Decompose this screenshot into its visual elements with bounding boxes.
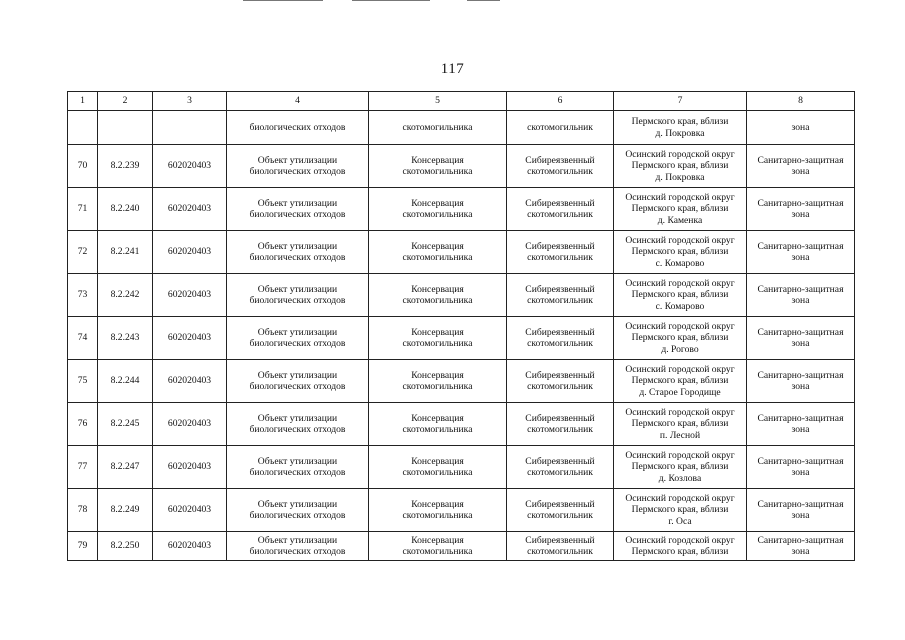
purpose-cell-line: скотомогильника — [402, 166, 473, 177]
purpose-cell — [369, 188, 507, 231]
location-cell — [614, 403, 747, 446]
type-cell-line: Сибиреязвенный — [525, 154, 595, 166]
type-cell — [507, 360, 614, 403]
zone-cell-line: зона — [791, 510, 810, 521]
object-cell-line: биологических отходов — [249, 295, 346, 306]
table-row — [68, 231, 855, 274]
zone-cell — [747, 489, 855, 532]
object-cell — [227, 317, 369, 360]
row-number-cell: 71 — [68, 188, 98, 231]
registry-id-cell: 602020403 — [153, 317, 227, 360]
type-cell — [507, 231, 614, 274]
type-cell-line: Сибиреязвенный — [525, 534, 595, 546]
zone-cell-line: зона — [791, 546, 810, 557]
location-cell-line: Осинский городской округ — [625, 277, 735, 289]
zone-cell-line: зона — [791, 209, 810, 220]
location-cell — [614, 317, 747, 360]
object-cell-line: Объект утилизации — [257, 240, 338, 252]
purpose-cell-line: Консервация — [411, 498, 464, 510]
code-cell: 8.2.249 — [98, 489, 153, 532]
type-cell — [507, 403, 614, 446]
registry-id-cell: 602020403 — [153, 446, 227, 489]
location-cell-line: Пермского края, вблизи — [631, 289, 729, 301]
location-cell-line: п. Лесной — [659, 429, 701, 441]
purpose-cell-line: скотомогильника — [402, 424, 473, 435]
code-cell: 8.2.241 — [98, 231, 153, 274]
zone-cell-line: Санитарно-защитная — [757, 412, 844, 424]
location-cell-line: Осинский городской округ — [625, 406, 735, 418]
type-cell-line: Сибиреязвенный — [525, 283, 595, 295]
type-cell-line: Сибиреязвенный — [525, 369, 595, 381]
object-cell-line: Объект утилизации — [257, 455, 338, 467]
zone-cell — [747, 145, 855, 188]
zone-cell-line: зона — [791, 295, 810, 306]
column-header-6: 6 — [507, 92, 614, 111]
location-cell — [614, 145, 747, 188]
zone-cell-line: Санитарно-защитная — [757, 240, 844, 252]
object-cell-line: биологических отходов — [249, 424, 346, 435]
type-cell-line: Сибиреязвенный — [525, 412, 595, 424]
location-cell-line: Пермского края, вблизи — [631, 203, 729, 215]
location-cell-line: д. Козлова — [658, 472, 702, 484]
purpose-cell-line: Консервация — [411, 154, 464, 166]
location-cell — [614, 489, 747, 532]
location-cell-line: с. Комарово — [655, 300, 705, 312]
registry-id-cell: 602020403 — [153, 274, 227, 317]
table-row — [68, 403, 855, 446]
header-row — [68, 92, 855, 111]
continuation-cell-line: скотомогильник — [527, 121, 593, 133]
registry-id-cell: 602020403 — [153, 145, 227, 188]
row-number-cell: 76 — [68, 403, 98, 446]
continuation-cell-line: Пермского края, вблизи — [631, 116, 729, 128]
code-cell: 8.2.240 — [98, 188, 153, 231]
object-cell — [227, 360, 369, 403]
purpose-cell — [369, 403, 507, 446]
type-cell — [507, 489, 614, 532]
continuation-cell-line: д. Покровка — [655, 127, 705, 139]
type-cell-line: скотомогильник — [527, 252, 593, 263]
purpose-cell — [369, 231, 507, 274]
object-cell — [227, 188, 369, 231]
zone-cell — [747, 360, 855, 403]
continuation-cell — [614, 111, 747, 145]
purpose-cell-line: Консервация — [411, 283, 464, 295]
zone-cell-line: Санитарно-защитная — [757, 498, 844, 510]
purpose-cell-line: Консервация — [411, 534, 464, 546]
zone-cell-line: Санитарно-защитная — [757, 326, 844, 338]
purpose-cell-line: скотомогильника — [402, 209, 473, 220]
registry-id-cell: 602020403 — [153, 532, 227, 561]
data-table — [67, 91, 855, 561]
location-cell — [614, 231, 747, 274]
continuation-cell — [507, 111, 614, 145]
location-cell-line: Осинский городской округ — [625, 363, 735, 375]
purpose-cell-line: скотомогильника — [402, 510, 473, 521]
row-number-cell: 77 — [68, 446, 98, 489]
object-cell-line: Объект утилизации — [257, 197, 338, 209]
purpose-cell-line: Консервация — [411, 197, 464, 209]
purpose-cell-line: скотомогильника — [402, 252, 473, 263]
registry-id-cell: 602020403 — [153, 231, 227, 274]
object-cell-line: биологических отходов — [249, 252, 346, 263]
type-cell — [507, 274, 614, 317]
location-cell — [614, 360, 747, 403]
location-cell — [614, 274, 747, 317]
zone-cell-line: зона — [791, 252, 810, 263]
purpose-cell-line: скотомогильника — [402, 338, 473, 349]
location-cell-line: Пермского края, вблизи — [631, 246, 729, 258]
table-row — [68, 145, 855, 188]
location-cell-line: Пермского края, вблизи — [631, 418, 729, 430]
registry-id-cell: 602020403 — [153, 403, 227, 446]
zone-cell — [747, 403, 855, 446]
location-cell-line: Осинский городской округ — [625, 191, 735, 203]
purpose-cell-line: скотомогильника — [402, 467, 473, 478]
purpose-cell — [369, 532, 507, 561]
column-header-7: 7 — [614, 92, 747, 111]
location-cell-line: Осинский городской округ — [625, 320, 735, 332]
table-row — [68, 446, 855, 489]
object-cell-line: Объект утилизации — [257, 154, 338, 166]
registry-id-cell: 602020403 — [153, 188, 227, 231]
zone-cell — [747, 274, 855, 317]
code-cell: 8.2.243 — [98, 317, 153, 360]
table-row — [68, 274, 855, 317]
object-cell-line: Объект утилизации — [257, 498, 338, 510]
continuation-cell — [227, 111, 369, 145]
zone-cell — [747, 446, 855, 489]
location-cell-line: г. Оса — [668, 515, 692, 527]
purpose-cell-line: Консервация — [411, 412, 464, 424]
location-cell-line: д. Рогово — [661, 343, 699, 355]
row-number-cell: 72 — [68, 231, 98, 274]
object-cell-line: Объект утилизации — [257, 326, 338, 338]
location-cell — [614, 446, 747, 489]
location-cell-line: Пермского края, вблизи — [631, 375, 729, 387]
type-cell-line: скотомогильник — [527, 546, 593, 557]
purpose-cell — [369, 446, 507, 489]
row-number-cell: 73 — [68, 274, 98, 317]
location-cell-line: д. Старое Городище — [639, 386, 721, 398]
zone-cell — [747, 188, 855, 231]
column-header-2: 2 — [98, 92, 153, 111]
continuation-cell — [68, 111, 98, 145]
location-cell — [614, 532, 747, 561]
continuation-cell-line: зона — [791, 121, 810, 133]
type-cell-line: скотомогильник — [527, 166, 593, 177]
purpose-cell-line: скотомогильника — [402, 546, 473, 557]
purpose-cell-line: Консервация — [411, 240, 464, 252]
type-cell-line: скотомогильник — [527, 295, 593, 306]
location-cell-line: Осинский городской округ — [625, 449, 735, 461]
location-cell-line: Осинский городской округ — [625, 492, 735, 504]
zone-cell-line: Санитарно-защитная — [757, 369, 844, 381]
object-cell-line: Объект утилизации — [257, 412, 338, 424]
zone-cell-line: Санитарно-защитная — [757, 283, 844, 295]
table-row — [68, 489, 855, 532]
code-cell: 8.2.245 — [98, 403, 153, 446]
object-cell-line: биологических отходов — [249, 166, 346, 177]
location-cell — [614, 188, 747, 231]
object-cell — [227, 231, 369, 274]
code-cell: 8.2.244 — [98, 360, 153, 403]
table-row — [68, 532, 855, 561]
table-row — [68, 360, 855, 403]
zone-cell-line: зона — [791, 467, 810, 478]
location-cell-line: Пермского края, вблизи — [631, 546, 729, 557]
object-cell — [227, 446, 369, 489]
purpose-cell-line: Консервация — [411, 369, 464, 381]
zone-cell-line: Санитарно-защитная — [757, 455, 844, 467]
object-cell — [227, 145, 369, 188]
zone-cell — [747, 231, 855, 274]
object-cell-line: Объект утилизации — [257, 283, 338, 295]
object-cell — [227, 403, 369, 446]
registry-id-cell: 602020403 — [153, 360, 227, 403]
row-number-cell: 70 — [68, 145, 98, 188]
table-row — [68, 317, 855, 360]
purpose-cell — [369, 317, 507, 360]
type-cell-line: Сибиреязвенный — [525, 197, 595, 209]
type-cell — [507, 145, 614, 188]
page-number: 117 — [440, 61, 465, 77]
column-header-8: 8 — [747, 92, 855, 111]
row-number-cell: 74 — [68, 317, 98, 360]
registry-id-cell: 602020403 — [153, 489, 227, 532]
code-cell: 8.2.247 — [98, 446, 153, 489]
purpose-cell — [369, 145, 507, 188]
continuation-cell — [369, 111, 507, 145]
object-cell — [227, 489, 369, 532]
table-row — [68, 188, 855, 231]
location-cell-line: Пермского края, вблизи — [631, 461, 729, 473]
zone-cell-line: зона — [791, 338, 810, 349]
type-cell — [507, 532, 614, 561]
purpose-cell-line: Консервация — [411, 326, 464, 338]
zone-cell-line: Санитарно-защитная — [757, 197, 844, 209]
continuation-cell — [153, 111, 227, 145]
code-cell: 8.2.239 — [98, 145, 153, 188]
zone-cell — [747, 317, 855, 360]
zone-cell — [747, 532, 855, 561]
type-cell-line: Сибиреязвенный — [525, 240, 595, 252]
location-cell-line: с. Комарово — [655, 257, 705, 269]
location-cell-line: Осинский городской округ — [625, 534, 735, 546]
purpose-cell — [369, 274, 507, 317]
object-cell — [227, 274, 369, 317]
object-cell-line: биологических отходов — [249, 209, 346, 220]
type-cell-line: скотомогильник — [527, 467, 593, 478]
scan-edge-rule-left — [243, 0, 323, 1]
table-body — [68, 92, 855, 561]
column-header-3: 3 — [153, 92, 227, 111]
purpose-cell-line: скотомогильника — [402, 295, 473, 306]
object-cell-line: биологических отходов — [249, 381, 346, 392]
location-cell-line: Пермского края, вблизи — [631, 160, 729, 172]
zone-cell-line: зона — [791, 166, 810, 177]
continuation-row — [68, 111, 855, 145]
type-cell-line: Сибиреязвенный — [525, 326, 595, 338]
type-cell-line: Сибиреязвенный — [525, 498, 595, 510]
purpose-cell — [369, 489, 507, 532]
type-cell-line: скотомогильник — [527, 510, 593, 521]
zone-cell-line: Санитарно-защитная — [757, 154, 844, 166]
zone-cell-line: зона — [791, 424, 810, 435]
type-cell-line: Сибиреязвенный — [525, 455, 595, 467]
type-cell — [507, 188, 614, 231]
object-cell-line: биологических отходов — [249, 546, 346, 557]
continuation-cell-line: скотомогильника — [402, 121, 473, 133]
scan-edge-rule-right — [467, 0, 500, 1]
code-cell: 8.2.242 — [98, 274, 153, 317]
continuation-cell — [747, 111, 855, 145]
purpose-cell-line: скотомогильника — [402, 381, 473, 392]
object-cell — [227, 532, 369, 561]
location-cell-line: Пермского края, вблизи — [631, 504, 729, 516]
type-cell-line: скотомогильник — [527, 209, 593, 220]
object-cell-line: биологических отходов — [249, 338, 346, 349]
type-cell-line: скотомогильник — [527, 338, 593, 349]
continuation-cell — [98, 111, 153, 145]
type-cell-line: скотомогильник — [527, 424, 593, 435]
location-cell-line: д. Каменка — [657, 214, 703, 226]
column-header-5: 5 — [369, 92, 507, 111]
continuation-cell-line: биологических отходов — [249, 121, 346, 133]
type-cell-line: скотомогильник — [527, 381, 593, 392]
purpose-cell — [369, 360, 507, 403]
row-number-cell: 75 — [68, 360, 98, 403]
object-cell-line: биологических отходов — [249, 510, 346, 521]
location-cell-line: Осинский городской округ — [625, 234, 735, 246]
column-header-1: 1 — [68, 92, 98, 111]
object-cell-line: Объект утилизации — [257, 369, 338, 381]
location-cell-line: Осинский городской округ — [625, 148, 735, 160]
purpose-cell-line: Консервация — [411, 455, 464, 467]
column-header-4: 4 — [227, 92, 369, 111]
row-number-cell: 78 — [68, 489, 98, 532]
location-cell-line: д. Покровка — [655, 171, 705, 183]
row-number-cell: 79 — [68, 532, 98, 561]
object-cell-line: биологических отходов — [249, 467, 346, 478]
location-cell-line: Пермского края, вблизи — [631, 332, 729, 344]
code-cell: 8.2.250 — [98, 532, 153, 561]
zone-cell-line: зона — [791, 381, 810, 392]
type-cell — [507, 446, 614, 489]
zone-cell-line: Санитарно-защитная — [757, 534, 844, 546]
scan-edge-rule-mid — [352, 0, 430, 1]
type-cell — [507, 317, 614, 360]
object-cell-line: Объект утилизации — [257, 534, 338, 546]
